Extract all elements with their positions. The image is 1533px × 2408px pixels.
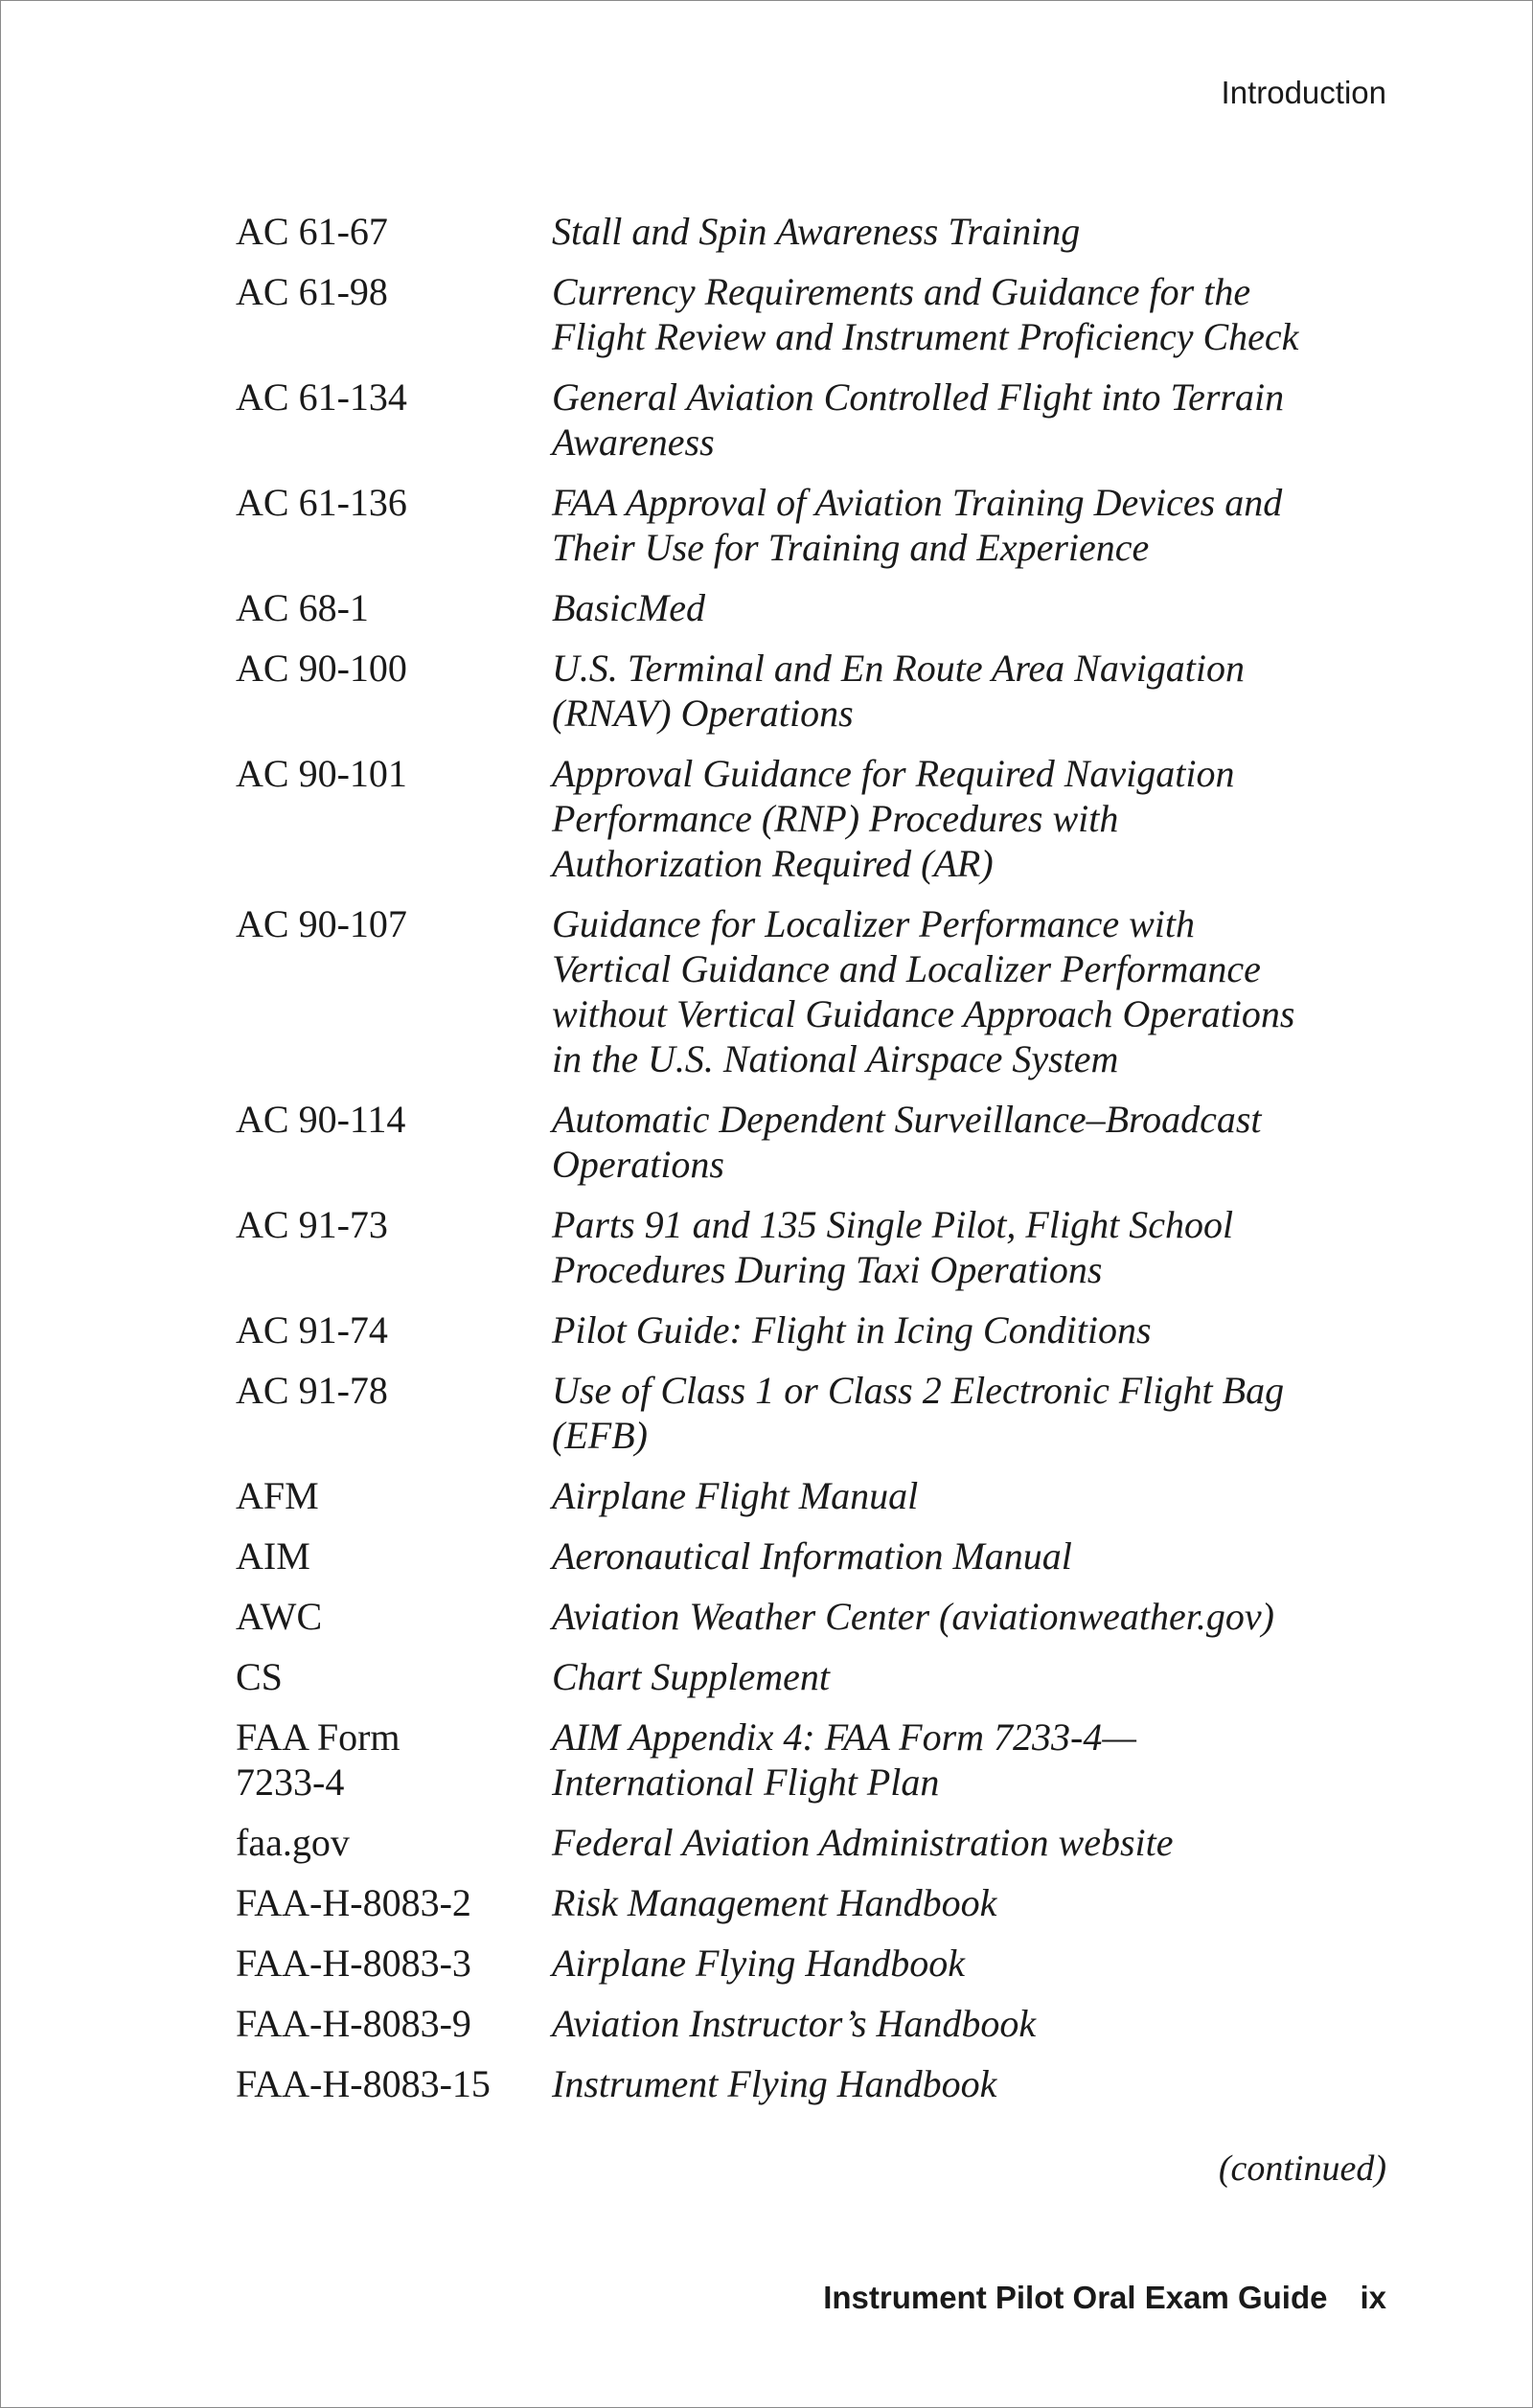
reference-title: Parts 91 and 135 Single Pilot, Flight School Procedures During Taxi Operations bbox=[552, 1203, 1234, 1291]
reference-title: General Aviation Controlled Flight into Terrain Awareness bbox=[552, 375, 1285, 464]
list-item bbox=[236, 480, 1385, 570]
list-item bbox=[236, 1715, 1385, 1805]
reference-title: Aeronautical Information Manual bbox=[552, 1534, 1072, 1578]
list-item bbox=[236, 646, 1385, 736]
list-item bbox=[236, 1202, 1385, 1292]
reference-title: AIM Appendix 4: FAA Form 7233-4— International Flight Plan bbox=[552, 1715, 1136, 1804]
book-title: Instrument Pilot Oral Exam Guide bbox=[823, 2280, 1328, 2315]
reference-code: FAA-H-8083-9 bbox=[236, 2002, 471, 2045]
reference-title: Federal Aviation Administration website bbox=[552, 1821, 1174, 1864]
list-item bbox=[236, 1097, 1385, 1187]
reference-title: Aviation Instructor’s Handbook bbox=[552, 2002, 1037, 2045]
running-head: Introduction bbox=[1221, 75, 1386, 110]
reference-code: AC 90-114 bbox=[236, 1098, 406, 1141]
reference-title: Use of Class 1 or Class 2 Electronic Flight Bag (EFB) bbox=[552, 1369, 1285, 1457]
list-item bbox=[236, 209, 1385, 254]
list-item bbox=[236, 1307, 1385, 1352]
page-number: ix bbox=[1360, 2280, 1386, 2315]
list-item bbox=[236, 2061, 1385, 2106]
reference-title: Airplane Flying Handbook bbox=[552, 1942, 966, 1985]
list-item bbox=[236, 375, 1385, 465]
list-item bbox=[236, 1820, 1385, 1865]
reference-title: Pilot Guide: Flight in Icing Conditions bbox=[552, 1308, 1152, 1352]
reference-title: U.S. Terminal and En Route Area Navigation (RNAV) Operations bbox=[552, 647, 1245, 735]
reference-code: faa.gov bbox=[236, 1821, 350, 1864]
reference-code: AC 61-98 bbox=[236, 270, 388, 313]
reference-title: Approval Guidance for Required Navigation Performance (RNP) Procedures with Authorization Required (AR) bbox=[552, 752, 1235, 885]
list-item bbox=[236, 269, 1385, 359]
reference-title: Stall and Spin Awareness Training bbox=[552, 210, 1081, 253]
reference-code: AWC bbox=[236, 1595, 323, 1638]
reference-code: CS bbox=[236, 1655, 283, 1698]
reference-title: Risk Management Handbook bbox=[552, 1881, 997, 1924]
reference-title: Instrument Flying Handbook bbox=[552, 2062, 997, 2105]
list-item bbox=[236, 1880, 1385, 1925]
reference-list bbox=[236, 209, 1385, 2122]
reference-title: Currency Requirements and Guidance for the Flight Review and Instrument Proficiency Check bbox=[552, 270, 1299, 358]
reference-title: Chart Supplement bbox=[552, 1655, 830, 1698]
page-footer bbox=[823, 2280, 1386, 2316]
list-item bbox=[236, 1654, 1385, 1699]
reference-title: FAA Approval of Aviation Training Devices and Their Use for Training and Experience bbox=[552, 481, 1283, 569]
list-item bbox=[236, 1533, 1385, 1579]
reference-code: AC 91-78 bbox=[236, 1369, 388, 1412]
list-item bbox=[236, 585, 1385, 630]
list-item bbox=[236, 2001, 1385, 2046]
reference-code: FAA-H-8083-2 bbox=[236, 1881, 471, 1924]
reference-code: AC 61-136 bbox=[236, 481, 407, 524]
list-item bbox=[236, 751, 1385, 886]
reference-title: BasicMed bbox=[552, 586, 705, 629]
reference-code: FAA Form 7233-4 bbox=[236, 1715, 400, 1804]
reference-code: AC 68-1 bbox=[236, 586, 369, 629]
reference-code: AC 90-107 bbox=[236, 902, 407, 945]
reference-title: Guidance for Localizer Performance with Vertical Guidance and Localizer Performance without Vertical Guidance Approach Operations in the U.S. National Airspace System bbox=[552, 902, 1295, 1080]
reference-code: AC 91-74 bbox=[236, 1308, 388, 1352]
list-item bbox=[236, 1473, 1385, 1518]
list-item bbox=[236, 1941, 1385, 1986]
reference-code: AC 61-134 bbox=[236, 375, 407, 419]
reference-code: AC 91-73 bbox=[236, 1203, 388, 1246]
reference-code: FAA-H-8083-15 bbox=[236, 2062, 491, 2105]
reference-title: Automatic Dependent Surveillance–Broadcast Operations bbox=[552, 1098, 1262, 1186]
list-item bbox=[236, 1368, 1385, 1458]
list-item bbox=[236, 901, 1385, 1081]
list-item bbox=[236, 1594, 1385, 1639]
reference-code: AC 90-101 bbox=[236, 752, 407, 795]
reference-title: Aviation Weather Center (aviationweather.gov) bbox=[552, 1595, 1274, 1638]
reference-code: FAA-H-8083-3 bbox=[236, 1942, 471, 1985]
continued-note: (continued) bbox=[1218, 2148, 1386, 2189]
reference-title: Airplane Flight Manual bbox=[552, 1474, 919, 1517]
reference-code: AIM bbox=[236, 1534, 310, 1578]
reference-code: AFM bbox=[236, 1474, 319, 1517]
reference-code: AC 61-67 bbox=[236, 210, 388, 253]
reference-code: AC 90-100 bbox=[236, 647, 407, 690]
